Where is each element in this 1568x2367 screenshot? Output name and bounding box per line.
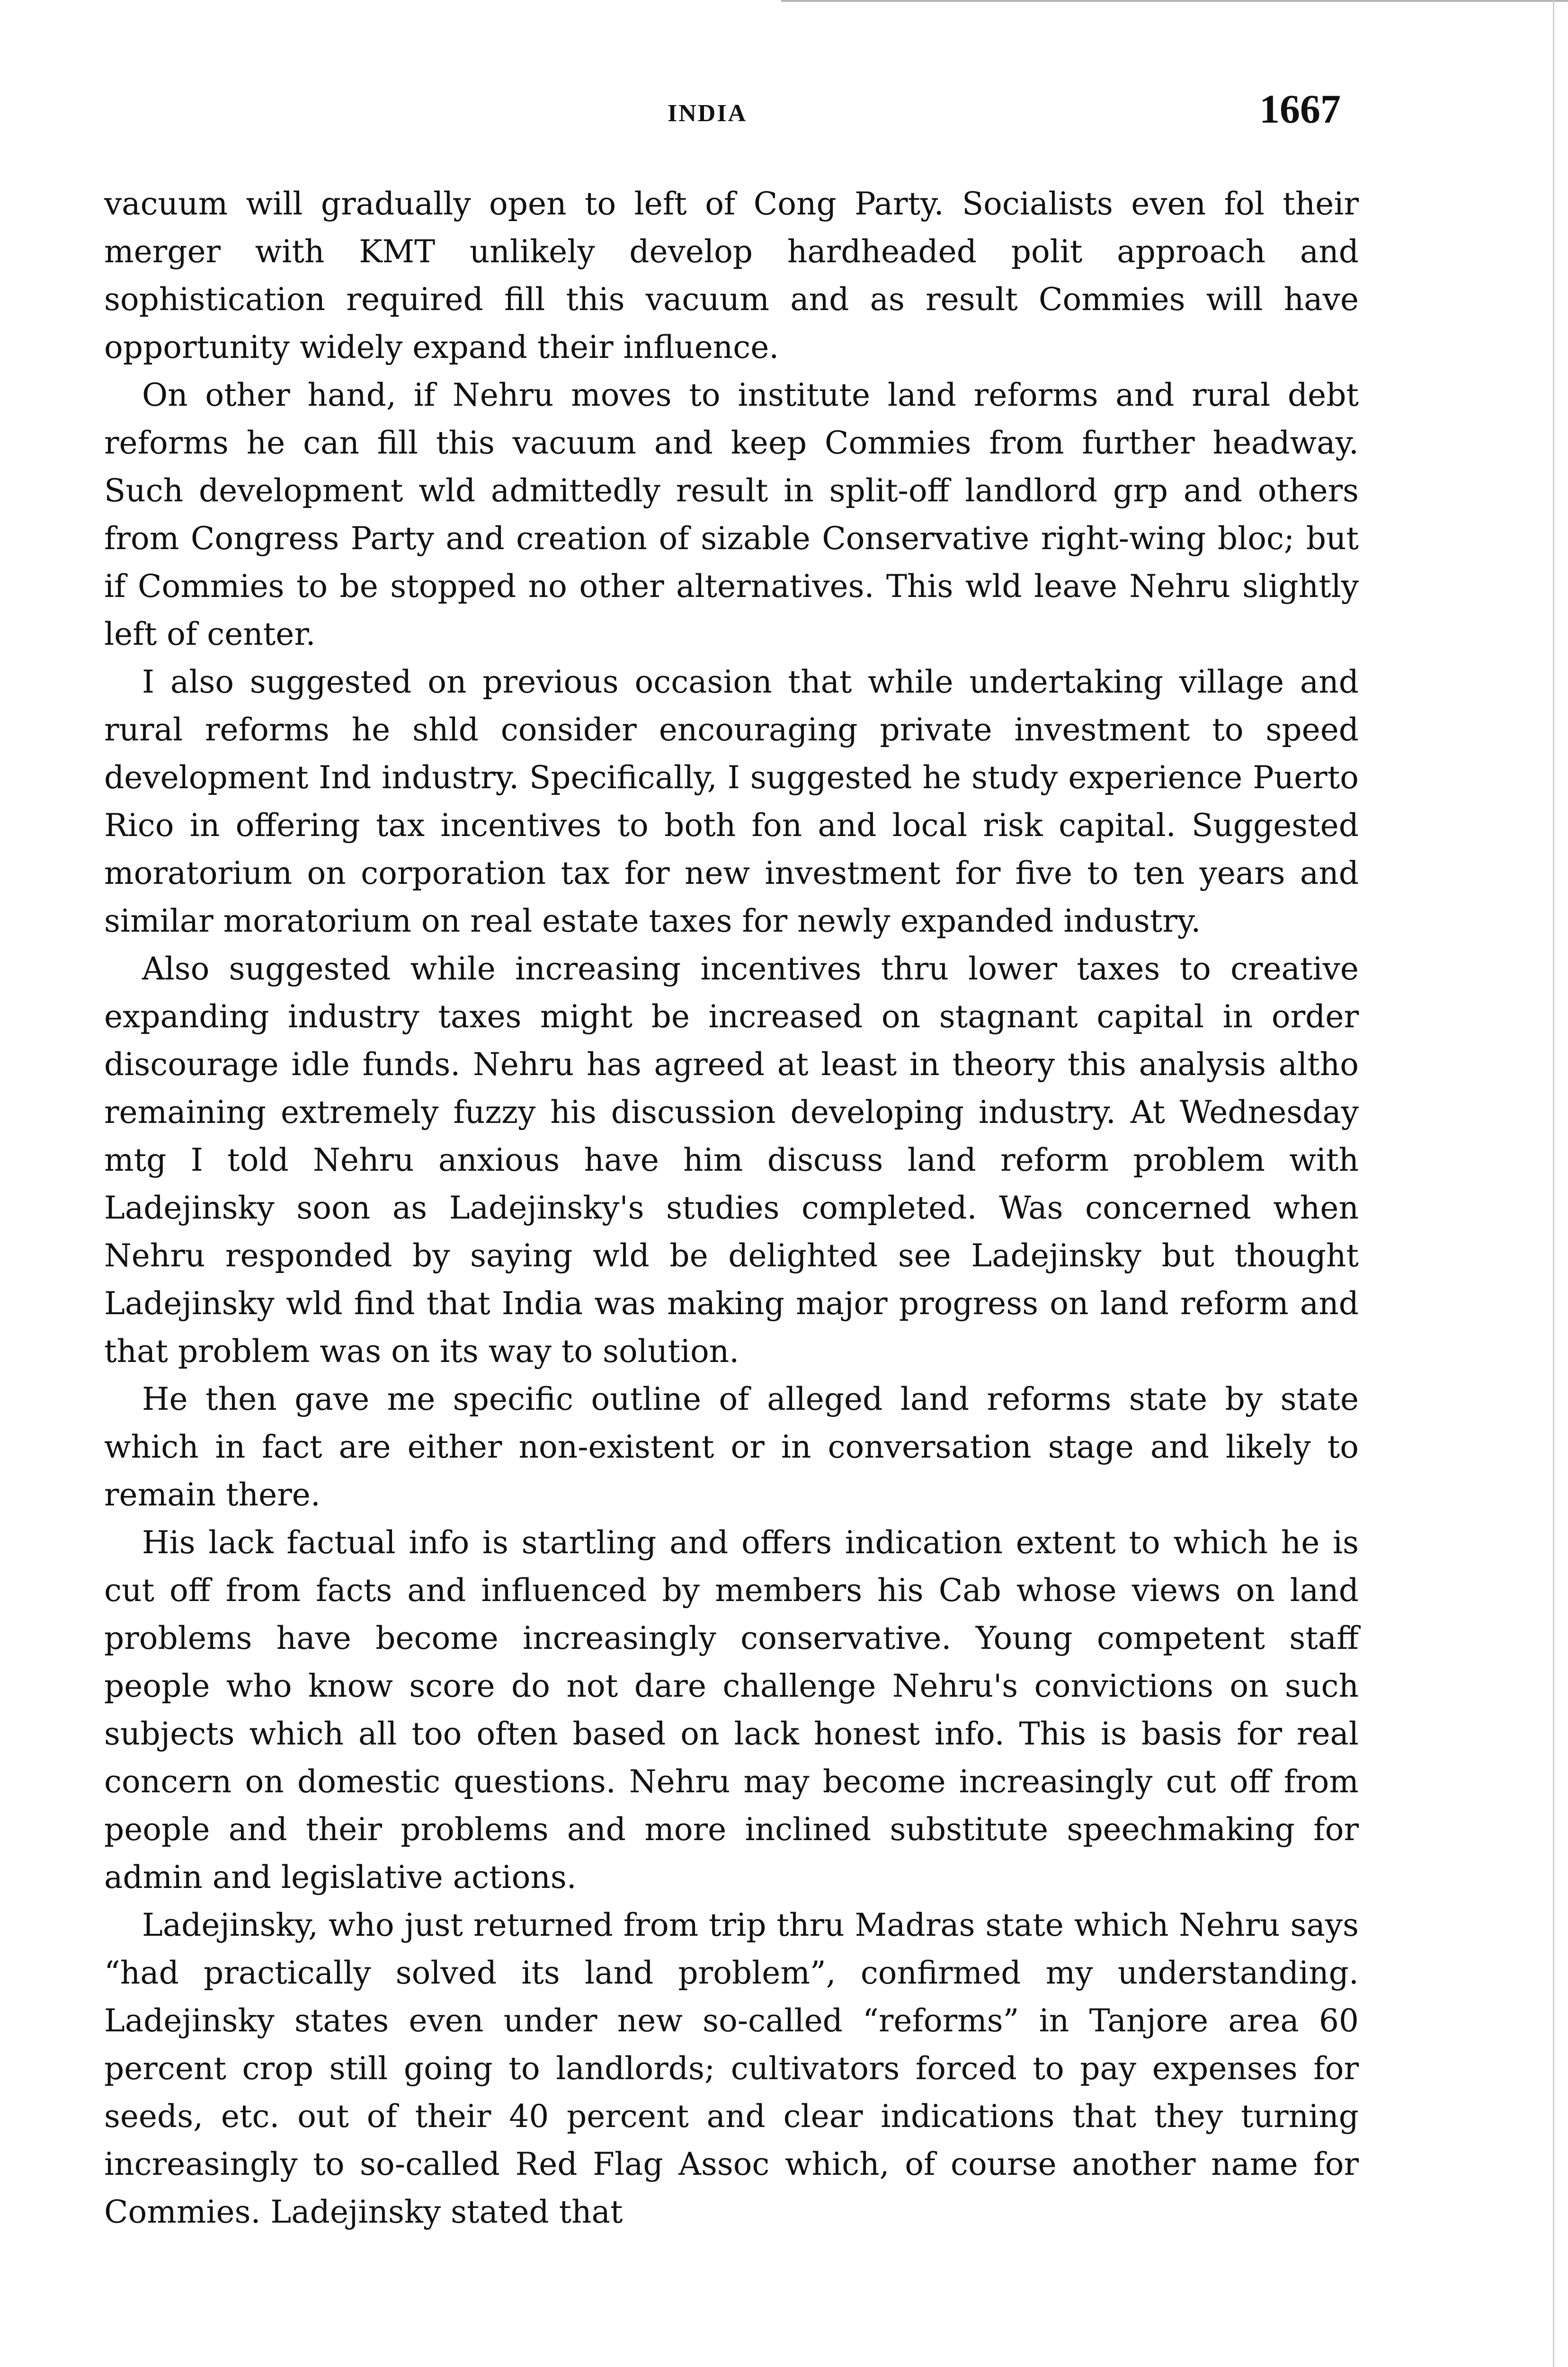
page-number: 1667 [1259, 86, 1341, 132]
paragraph: He then gave me specific outline of alleged land reforms state by state which in fact are either non-existent or in conversation stage and likely to remain there. [104, 1381, 1359, 1513]
paragraph: I also suggested on previous occasion that while undertaking village and rural reforms he shld consider encouraging private investment to speed development Ind industry. Specifically, I suggested he study experience Puerto Rico in offering tax incentives to both fon and local risk capital. Suggested moratorium on corporation tax for new investment for five to ten years and similar moratorium on real estate taxes for newly expanded industry. [104, 664, 1359, 939]
running-head: INDIA [668, 100, 748, 127]
paragraph: His lack factual info is startling and offers indication extent to which he is cut off from facts and influenced by members his Cab whose views on land problems have become increasingly conservative. Young competent staff people who know score do not dare challenge Nehru's convictions on such subjects which all too often based on lack honest info. This is basis for real concern on domestic questions. Nehru may become increasingly cut off from people and their problems and more inclined substitute speechmaking for admin and legislative actions. [104, 1524, 1359, 1895]
body-text [104, 180, 1359, 2236]
paragraph: Ladejinsky, who just returned from trip thru Madras state which Nehru says “had practically solved its land problem”, confirmed my understanding. Ladejinsky states even under new so-called “reforms” in Tanjore area 60 percent crop still going to landlords; cultivators forced to pay expenses for seeds, etc. out of their 40 percent and clear indications that they turning increasingly to so-called Red Flag Assoc which, of course another name for Commies. Ladejinsky stated that [104, 1907, 1359, 2230]
page-header [0, 0, 1568, 151]
paragraph: Also suggested while increasing incentives thru lower taxes to creative expanding industry taxes might be increased on stagnant capital in order discourage idle funds. Nehru has agreed at least in theory this analysis altho remaining extremely fuzzy his discussion developing industry. At Wednesday mtg I told Nehru anxious have him discuss land reform problem with Ladejinsky soon as Ladejinsky's studies completed. Was concerned when Nehru responded by saying wld be delighted see Ladejinsky but thought Ladejinsky wld find that India was making major progress on land reform and that problem was on its way to solution. [104, 951, 1359, 1370]
right-edge-rule [1553, 0, 1554, 2367]
paragraph: On other hand, if Nehru moves to institute land reforms and rural debt reforms he can fill this vacuum and keep Commies from further headway. Such development wld admittedly result in split-off landlord grp and others from Congress Party and creation of sizable Conservative right-wing bloc; but if Commies to be stopped no other alternatives. This wld leave Nehru slightly left of center. [104, 377, 1359, 652]
paragraph: vacuum will gradually open to left of Cong Party. Socialists even fol their merger with KMT unlikely develop hardheaded polit approach and sophistication required fill this vacuum and as result Commies will have opportunity widely expand their influence. [104, 186, 1359, 365]
